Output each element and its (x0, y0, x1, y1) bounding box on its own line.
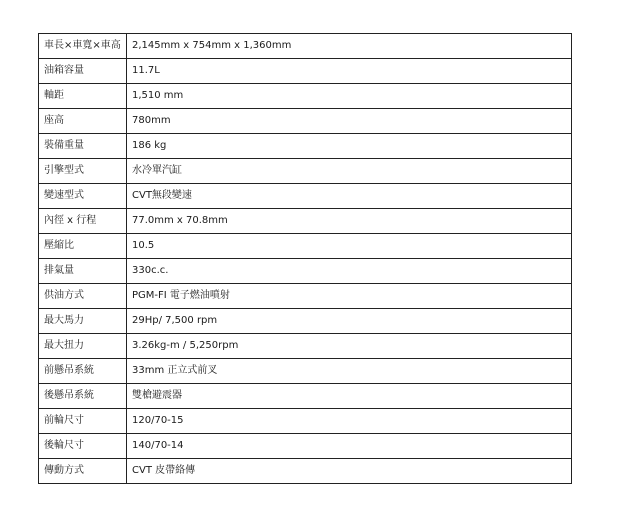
spec-value: 1,510 mm (127, 84, 572, 109)
spec-value: 33mm 正立式前叉 (127, 359, 572, 384)
table-row (39, 409, 572, 434)
spec-value: 330c.c. (127, 259, 572, 284)
table-row (39, 234, 572, 259)
table-row (39, 309, 572, 334)
spec-value: 186 kg (127, 134, 572, 159)
table-row (39, 159, 572, 184)
table-row (39, 384, 572, 409)
spec-label: 後輪尺寸 (39, 434, 127, 459)
table-row (39, 359, 572, 384)
spec-label: 車長×車寬×車高 (39, 34, 127, 59)
spec-value: 水冷單汽缸 (127, 159, 572, 184)
spec-value: 2,145mm x 754mm x 1,360mm (127, 34, 572, 59)
spec-table (38, 33, 572, 484)
table-row (39, 209, 572, 234)
table-row (39, 334, 572, 359)
spec-label: 最大馬力 (39, 309, 127, 334)
table-row (39, 84, 572, 109)
spec-value: 11.7L (127, 59, 572, 84)
spec-value: 3.26kg-m / 5,250rpm (127, 334, 572, 359)
table-row (39, 59, 572, 84)
spec-label: 前輪尺寸 (39, 409, 127, 434)
table-row (39, 34, 572, 59)
spec-label: 前懸吊系統 (39, 359, 127, 384)
spec-value: 140/70-14 (127, 434, 572, 459)
spec-value: 77.0mm x 70.8mm (127, 209, 572, 234)
spec-label: 最大扭力 (39, 334, 127, 359)
spec-label: 內徑 x 行程 (39, 209, 127, 234)
spec-label: 排氣量 (39, 259, 127, 284)
spec-label: 軸距 (39, 84, 127, 109)
spec-value: CVT無段變速 (127, 184, 572, 209)
spec-label: 後懸吊系統 (39, 384, 127, 409)
spec-value: PGM-FI 電子燃油噴射 (127, 284, 572, 309)
spec-value: 雙槍避震器 (127, 384, 572, 409)
table-row (39, 459, 572, 484)
spec-label: 油箱容量 (39, 59, 127, 84)
table-row (39, 259, 572, 284)
spec-label: 裝備重量 (39, 134, 127, 159)
spec-label: 傳動方式 (39, 459, 127, 484)
spec-value: 780mm (127, 109, 572, 134)
spec-label: 壓縮比 (39, 234, 127, 259)
spec-label: 座高 (39, 109, 127, 134)
table-row (39, 284, 572, 309)
spec-value: 120/70-15 (127, 409, 572, 434)
spec-value: CVT 皮帶絡傳 (127, 459, 572, 484)
table-row (39, 109, 572, 134)
spec-label: 引擎型式 (39, 159, 127, 184)
spec-label: 供油方式 (39, 284, 127, 309)
table-row (39, 184, 572, 209)
spec-label: 變速型式 (39, 184, 127, 209)
spec-value: 29Hp/ 7,500 rpm (127, 309, 572, 334)
table-row (39, 434, 572, 459)
table-row (39, 134, 572, 159)
spec-value: 10.5 (127, 234, 572, 259)
